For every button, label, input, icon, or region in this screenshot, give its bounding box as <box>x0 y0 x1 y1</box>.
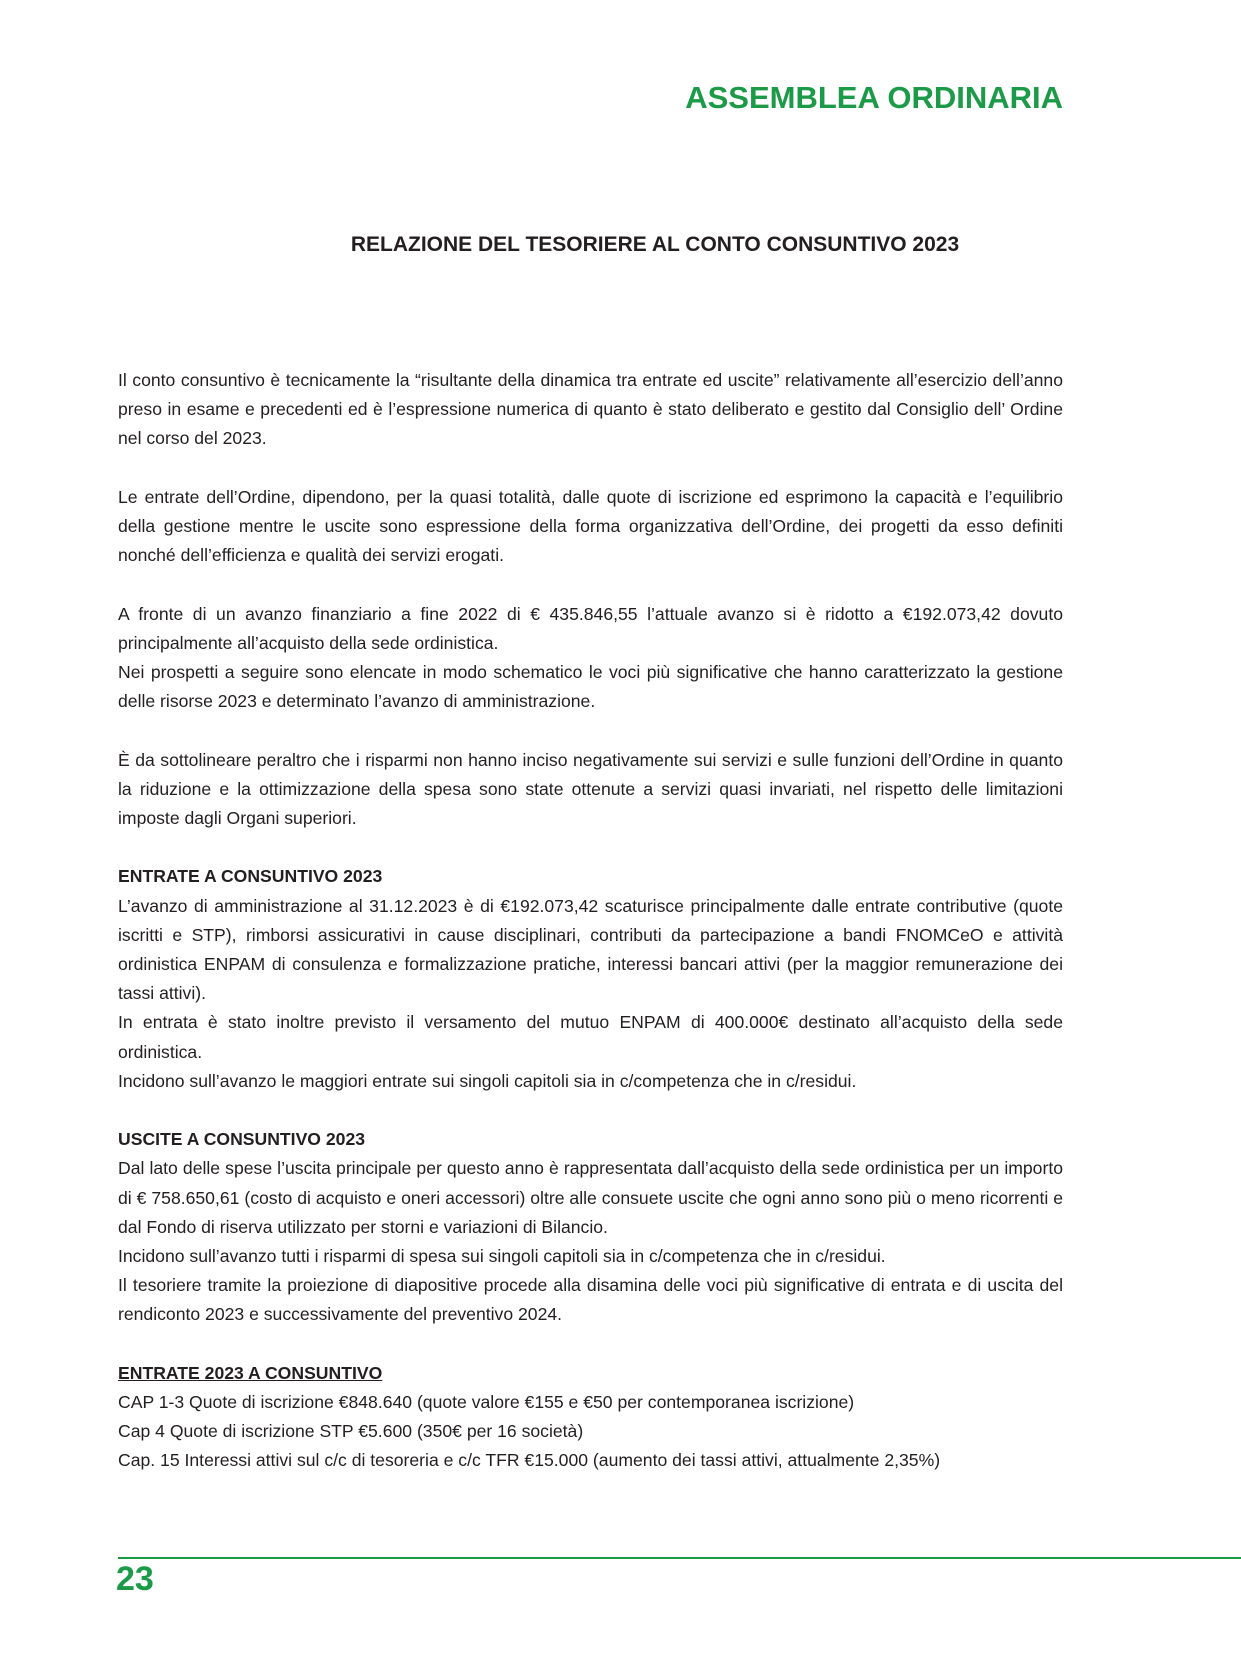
entrate-list-heading: ENTRATE 2023 A CONSUNTIVO <box>118 1362 383 1383</box>
paragraph-spacer <box>118 716 1063 745</box>
page-number: 23 <box>116 1560 154 1598</box>
intro-paragraph-2: Le entrate dell’Ordine, dipendono, per la quasi totalità, dalle quote di iscrizione ed esprimono la capacità e l’equilibrio della gestione mentre le uscite sono espressione della forma organizzativa dell’Ordine, dei progetti da esso definiti nonché dell’efficienza e qualità dei servizi erogati. <box>118 486 1063 566</box>
footer-divider <box>118 1557 1241 1559</box>
uscite-section-line-1: Dal lato delle spese l’uscita principale per questo anno è rappresentata dall’acquisto della sede ordinistica per un importo di € 758.650,61 (costo di acquisto e oneri accessori) oltre alle consuete uscite che ogni anno sono più o meno ricorrenti e dal Fondo di riserva utilizzato per storni e variazioni di Bilancio. <box>118 1158 1063 1237</box>
risparmi-paragraph: È da sottolineare peraltro che i risparmi non hanno inciso negativamente sui servizi e sulle funzioni dell’Ordine in quanto la riduzione e la ottimizzazione della spesa sono state ottenute a servizi quasi invariati, nel rispetto delle limitazioni imposte dagli Organi superiori. <box>118 749 1063 828</box>
uscite-section-line-2: Incidono sull’avanzo tutti i risparmi di spesa sui singoli capitoli sia in c/competenza che in c/residui. <box>118 1246 886 1267</box>
document-title: RELAZIONE DEL TESORIERE AL CONTO CONSUNTIVO 2023 <box>350 233 960 256</box>
avanzo-paragraph-1: A fronte di un avanzo finanziario a fine 2022 di € 435.846,55 l’attuale avanzo si è ridotto a €192.073,42 dovuto principalmente all’acquisto della sede ordinistica. <box>118 603 1063 653</box>
entrate-section-line-1: L’avanzo di amministrazione al 31.12.2023 è di €192.073,42 scaturisce principalmente dalle entrate contributive (quote iscritti e STP), rimborsi assicurativi in cause disciplinari, contributi da partecipazione a bandi FNOMCeO e attività ordinistica ENPAM di consulenza e formalizzazione pratiche, interessi bancari attivi (per la maggior remunerazione dei tassi attivi). <box>118 895 1063 1004</box>
avanzo-paragraph-2: Nei prospetti a seguire sono elencate in modo schematico le voci più significative che hanno caratterizzato la gestione delle risorse 2023 e determinato l’avanzo di amministrazione. <box>118 662 1063 712</box>
uscite-section-line-3: Il tesoriere tramite la proiezione di diapositive procede alla disamina delle voci più significative di entrata e di uscita del rendiconto 2023 e successivamente del preventivo 2024. <box>118 1275 1063 1325</box>
uscite-section-heading: USCITE A CONSUNTIVO 2023 <box>118 1129 366 1150</box>
intro-paragraph-1: Il conto consuntivo è tecnicamente la “risultante della dinamica tra entrate ed uscite” relativamente all’esercizio dell’anno preso in esame e precedenti ed è l’espressione numerica di quanto è stato deliberato e gestito dal Consiglio dell’ Ordine nel corso del 2023. <box>118 370 1063 449</box>
document-body <box>118 366 1063 1476</box>
entrate-section-line-3: Incidono sull’avanzo le maggiori entrate sui singoli capitoli sia in c/competenza che in c/residui. <box>118 1070 857 1091</box>
entrate-list-item: CAP 1-3 Quote di iscrizione €848.640 (quote valore €155 e €50 per contemporanea iscrizione) <box>118 1392 855 1413</box>
section-header-title: ASSEMBLEA ORDINARIA <box>685 80 1063 115</box>
paragraph-spacer <box>118 1330 1063 1359</box>
entrate-list-item: Cap. 15 Interessi attivi sul c/c di tesoreria e c/c TFR €15.000 (aumento dei tassi attivi, attualmente 2,35%) <box>118 1450 941 1471</box>
entrate-section-heading: ENTRATE A CONSUNTIVO 2023 <box>118 866 383 887</box>
entrate-list-item: Cap 4 Quote di iscrizione STP €5.600 (350€ per 16 società) <box>118 1421 584 1442</box>
paragraph-spacer <box>118 1096 1063 1125</box>
entrate-section-line-2: In entrata è stato inoltre previsto il versamento del mutuo ENPAM di 400.000€ destinato all’acquisto della sede ordinistica. <box>118 1012 1063 1062</box>
paragraph-spacer <box>118 454 1063 483</box>
paragraph-spacer <box>118 570 1063 599</box>
paragraph-spacer <box>118 833 1063 862</box>
